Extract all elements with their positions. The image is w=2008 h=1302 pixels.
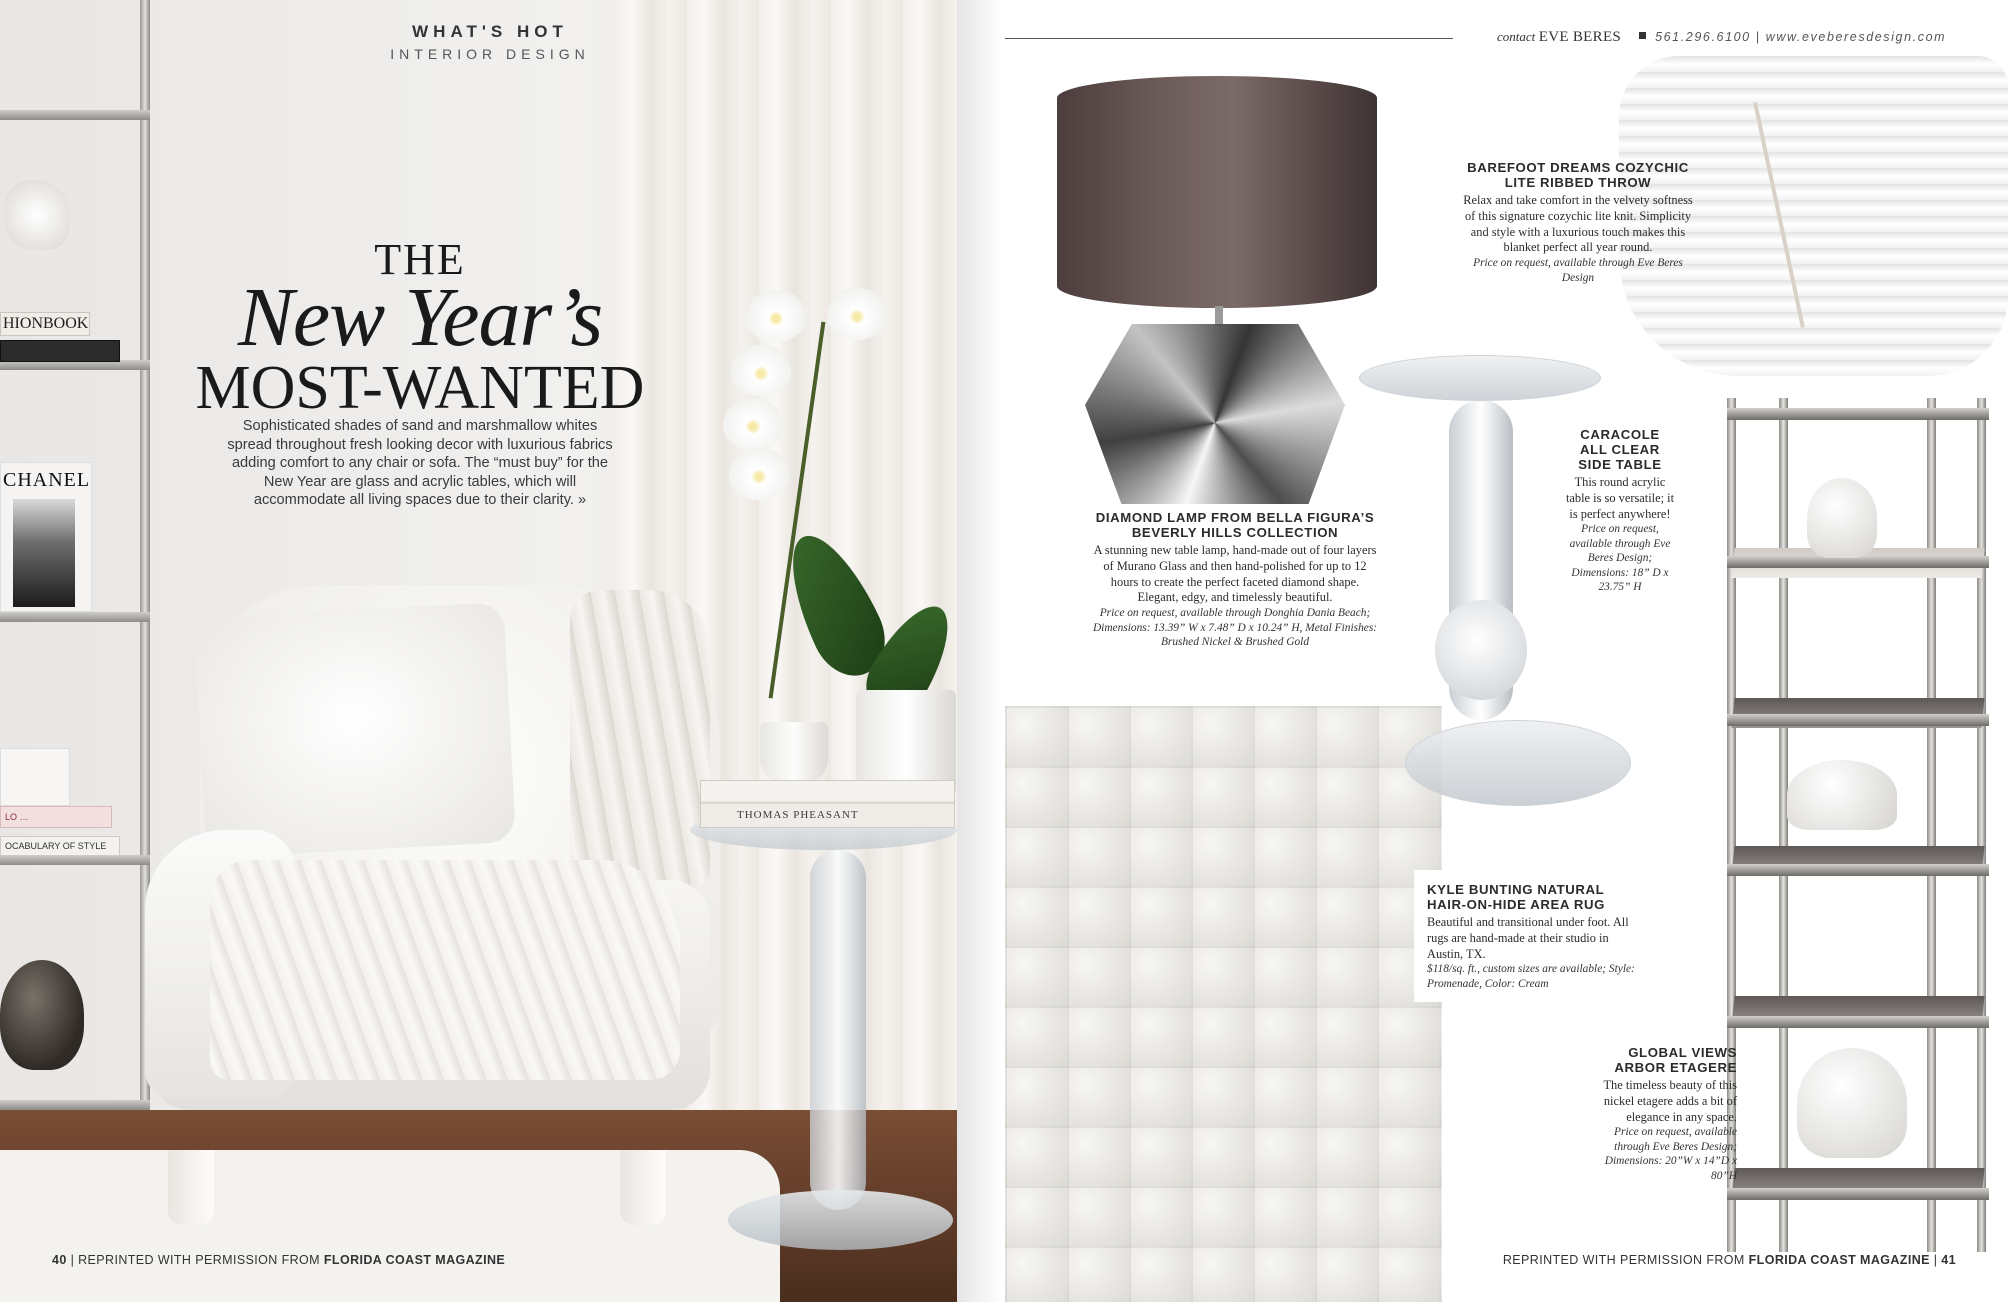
folio-left [52, 1253, 505, 1267]
orchid-flower [826, 288, 888, 340]
contact-line [1497, 29, 1946, 46]
caption-lamp [1089, 510, 1381, 649]
title-line-1: THE [374, 235, 466, 284]
etagere-post [1779, 398, 1788, 1252]
shelf-board [0, 110, 150, 120]
caption-throw-details: Price on request, available through Eve Beres Design [1473, 257, 1683, 284]
title-line-2: New Year’s [237, 271, 603, 364]
orchid-flower [722, 398, 784, 450]
etagere-image [1727, 398, 1989, 1252]
intro-paragraph: Sophisticated shades of sand and marshmallow whites spread throughout fresh looking decor with luxurious fabrics adding comfort to any chair or sofa. The “must buy” for the New Year are glass and acrylic tables, which will accommodate all living spaces due to their clarity. » [227, 418, 613, 508]
decor-box [0, 748, 70, 806]
section-title: WHAT'S HOT [412, 22, 568, 41]
folio-separator: | [70, 1253, 75, 1267]
chair-leg [168, 1150, 214, 1225]
page-number-right: 41 [1941, 1253, 1956, 1267]
white-tureen-decor [1797, 1048, 1907, 1158]
chanel-book-title: CHANEL [3, 469, 91, 491]
dark-vase [0, 960, 84, 1070]
lamp-crystal-base [1085, 324, 1345, 504]
etagere-photo-left [0, 0, 160, 1150]
caption-lamp-title: DIAMOND LAMP FROM BELLA FIGURA’S BEVERLY HILLS COLLECTION [1095, 510, 1375, 540]
orchid-flower [730, 345, 792, 397]
caption-table-body: This round acrylic table is so versatile; it is perfect anywhere! [1565, 475, 1675, 521]
etagere-post [1927, 398, 1936, 1252]
etagere-shelf [1727, 714, 1989, 726]
acrylic-table-base [728, 1190, 953, 1250]
caption-throw-body: Relax and take comfort in the velvety softness of this signature cozychic lite knit. Simplicity and style with a luxurious touch makes this blanket perfect all year round. [1463, 193, 1693, 255]
header-rule [1005, 38, 1453, 39]
shelf-board [0, 612, 150, 622]
chanel-portrait [13, 499, 75, 607]
silver-bowl-decor [1787, 760, 1897, 830]
caption-rug-details: $118/sq. ft., custom sizes are available; Style: Promenade, Color: Cream [1427, 963, 1635, 990]
acrylic-side-table-bulb [1435, 600, 1527, 700]
lamp-neck [1215, 306, 1223, 326]
vocabulary-book: OCABULARY OF STYLE [0, 836, 120, 856]
fashion-book-title: HIONBOOK [3, 315, 89, 332]
contact-label: contact [1497, 29, 1536, 44]
caption-lamp-body: A stunning new table lamp, hand-made out of four layers of Murano Glass and then hand-polished for up to 12 hours to create the perfect faceted diamond shape. Elegant, edgy, and timelessly beautiful. [1093, 543, 1377, 605]
book-stack [700, 780, 955, 828]
acrylic-side-table-top [1359, 355, 1601, 401]
etagere-shelf [1727, 1188, 1989, 1200]
hide-rug-image [1005, 706, 1442, 1302]
pink-book: LO … [0, 806, 112, 828]
caption-lamp-details: Price on request, available through Donghia Dania Beach; Dimensions: 13.39” W x 7.48” D x 10.24” H, Metal Finishes: Brushed Nickel & Brushed Gold [1092, 607, 1378, 648]
etagere-shelf [1727, 1016, 1989, 1028]
book [0, 340, 120, 362]
fashion-book [0, 312, 90, 336]
etagere-post [1977, 398, 1986, 1252]
contact-details: 561.296.6100 | www.eveberesdesign.com [1655, 30, 1947, 44]
feature-title [160, 235, 680, 422]
page-number-left: 40 [52, 1253, 67, 1267]
square-bullet-icon [1639, 32, 1646, 39]
section-subtitle: INTERIOR DESIGN [390, 46, 590, 62]
folio-text: REPRINTED WITH PERMISSION FROM [1502, 1253, 1745, 1267]
right-page [957, 0, 2008, 1302]
left-page [0, 0, 957, 1302]
caption-table-title: CARACOLE ALL CLEAR SIDE TABLE [1578, 427, 1662, 472]
acrylic-side-table-base [1405, 720, 1631, 806]
tea-cup [760, 722, 828, 784]
throw-drape [570, 590, 710, 890]
knit-throw [210, 860, 680, 1080]
etagere-shelf [1727, 864, 1989, 876]
folio-separator: | [1933, 1253, 1938, 1267]
caption-etagere-details: Price on request, available through Eve Beres Design; Dimensions: 20”W x 14”D x 80”H [1604, 1126, 1737, 1182]
etagere-shelf [1727, 408, 1989, 420]
folio-text: REPRINTED WITH PERMISSION FROM [78, 1253, 320, 1267]
section-header [330, 22, 650, 62]
chanel-book [0, 462, 92, 612]
folio-right [1503, 1253, 1956, 1267]
pillow [194, 602, 516, 858]
caption-rug [1427, 882, 1637, 991]
orchid-flower [745, 290, 807, 342]
lamp-shade [1057, 76, 1377, 308]
caption-table-details: Price on request, available through Eve Beres Design; Dimensions: 18” D x 23.75” H [1569, 523, 1671, 594]
folio-magazine: FLORIDA COAST MAGAZINE [323, 1253, 506, 1267]
chair-leg [620, 1150, 666, 1225]
caption-rug-title: KYLE BUNTING NATURAL HAIR-ON-HIDE AREA RUG [1427, 882, 1605, 912]
book-stack-title: THOMAS PHEASANT [737, 809, 859, 821]
caption-etagere-body: The timeless beauty of this nickel etagere adds a bit of elegance in any space. [1603, 1078, 1737, 1124]
geode-decor [4, 180, 70, 250]
caption-table [1565, 427, 1675, 594]
tureen-decor [1807, 478, 1877, 558]
shelf-board [0, 1100, 150, 1110]
contact-name: EVE BERES [1538, 29, 1622, 45]
shelf-board [0, 855, 150, 865]
page-gutter [957, 0, 1003, 1302]
title-line-3: MOST-WANTED [195, 354, 645, 422]
caption-etagere-title: GLOBAL VIEWS ARBOR ETAGERE [1614, 1045, 1737, 1075]
orchid-flower [728, 448, 790, 500]
caption-throw [1457, 160, 1699, 285]
caption-etagere [1577, 1045, 1737, 1183]
caption-rug-body: Beautiful and transitional under foot. All rugs are hand-made at their studio in Austin, TX. [1427, 915, 1629, 961]
acrylic-table-stem [810, 850, 866, 1210]
folio-magazine: FLORIDA COAST MAGAZINE [1748, 1253, 1930, 1267]
caption-throw-title: BAREFOOT DREAMS COZYCHIC LITE RIBBED THROW [1467, 160, 1689, 190]
